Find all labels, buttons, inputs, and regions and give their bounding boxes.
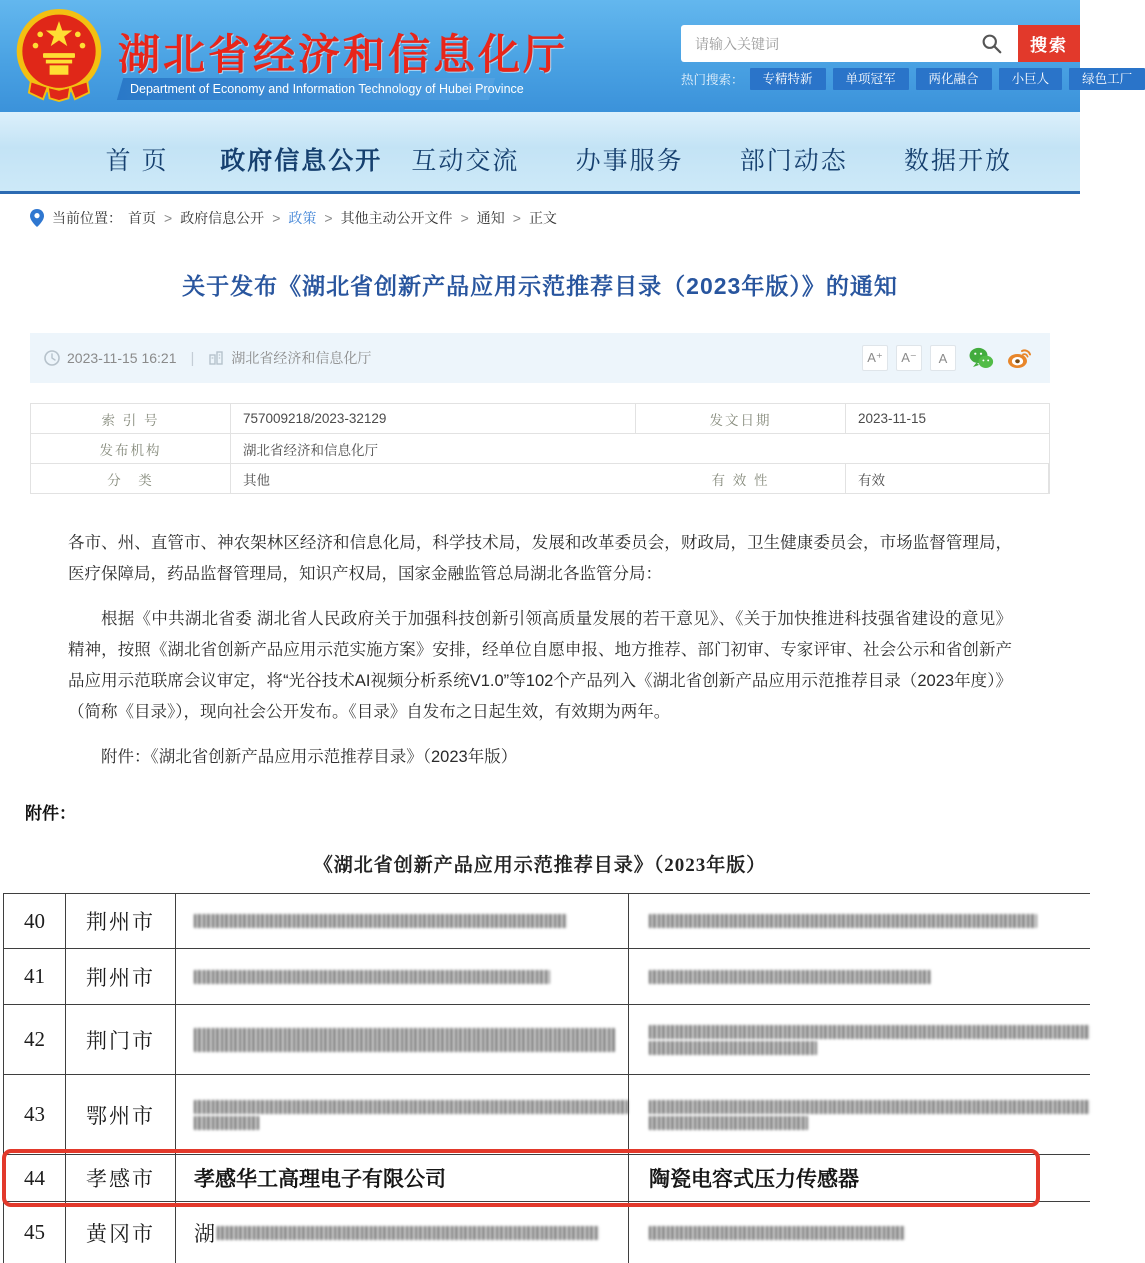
- body-paragraph-3: 附件：《湖北省创新产品应用示范推荐目录》（2023年版）: [101, 748, 518, 766]
- company-cell: [176, 1075, 629, 1154]
- font-size-button-2[interactable]: A⁻: [896, 345, 922, 371]
- city-cell: 荆州市: [66, 894, 176, 948]
- clock-icon: [44, 350, 60, 366]
- attachment-heading: 附件：: [25, 804, 76, 823]
- font-size-button-1[interactable]: A⁺: [862, 345, 888, 371]
- breadcrumb-items: [128, 208, 557, 228]
- breadcrumb-item-1[interactable]: 首页: [128, 210, 156, 226]
- hot-search-tag-4[interactable]: 小巨人: [999, 68, 1063, 90]
- meta-org-label: 发布机构: [31, 434, 231, 464]
- attachment-table-title: 《湖北省创新产品应用示范推荐目录》（2023年版）: [313, 855, 767, 876]
- breadcrumb-separator: >: [460, 210, 469, 226]
- breadcrumb-item-3[interactable]: 政策: [288, 210, 317, 226]
- font-size-buttons: [854, 345, 956, 371]
- hot-search-tag-3[interactable]: 两化融合: [916, 68, 992, 90]
- redacted-blur: [194, 1028, 615, 1052]
- redacted-blur: [194, 914, 567, 928]
- city-cell: 鄂州市: [66, 1075, 176, 1154]
- site-subtitle: Department of Economy and Information Technology of Hubei Province: [130, 82, 524, 96]
- meta-date-value: 2023-11-15: [846, 404, 1049, 434]
- search-button[interactable]: 搜索: [1018, 25, 1080, 62]
- weibo-icon[interactable]: [1006, 345, 1032, 371]
- hot-search-label: 热门搜索：: [681, 73, 744, 87]
- product-cell: 陶瓷电容式压力传感器: [649, 1167, 859, 1191]
- redacted-blur: [649, 1041, 817, 1055]
- product-cell: [629, 1202, 1090, 1263]
- redacted-line: [194, 1218, 628, 1248]
- nav-item-互动交流[interactable]: 互动交流: [411, 147, 520, 175]
- table-row-45: [4, 1201, 1090, 1263]
- meta-category-value: 其他: [231, 464, 636, 494]
- meta-validity-label: 有 效 性: [636, 464, 846, 494]
- breadcrumb-item-5[interactable]: 通知: [476, 210, 505, 226]
- nav-item-数据开放[interactable]: 数据开放: [903, 147, 1012, 175]
- document-meta-table: [30, 403, 1050, 494]
- attachment-table: [3, 893, 1090, 1263]
- redacted-blur: [194, 970, 550, 984]
- article-body: [68, 528, 1012, 773]
- row-number-cell: 41: [4, 949, 66, 1004]
- redacted-blur: [217, 1226, 599, 1240]
- article-title: 关于发布《湖北省创新产品应用示范推荐目录（2023年版）》的通知: [182, 273, 898, 299]
- redacted-blur: [649, 1100, 1090, 1114]
- national-emblem-logo: [12, 8, 106, 102]
- breadcrumb-separator: >: [512, 210, 521, 226]
- city-cell: 黄冈市: [66, 1202, 176, 1263]
- table-row-41: [4, 948, 1090, 1004]
- site-header: [0, 0, 1133, 112]
- breadcrumb-separator: >: [272, 210, 281, 226]
- redacted-blur: [649, 1116, 808, 1130]
- row-number-cell: 43: [4, 1075, 66, 1154]
- row-number-cell: 44: [4, 1155, 66, 1201]
- search-input[interactable]: [681, 25, 1018, 62]
- nav-item-首页[interactable]: 首 页: [105, 147, 169, 175]
- hot-search-tag-1[interactable]: 专精特新: [750, 68, 826, 90]
- wechat-icon[interactable]: [968, 345, 994, 371]
- product-cell: [629, 949, 1090, 1004]
- company-cell: [176, 1202, 629, 1263]
- hot-search-tags: [750, 68, 1145, 90]
- body-paragraph-1: 各市、州、直管市、神农架林区经济和信息化局，科学技术局，发展和改革委员会，财政局，卫生健康委员会，市场监督管理局，医疗保障局，药品监督管理局，知识产权局，国家金融监管总局湖北各监管分局：: [68, 534, 1012, 583]
- breadcrumb-item-4[interactable]: 其他主动公开文件: [340, 210, 453, 226]
- meta-category-label: 分 类: [31, 464, 231, 494]
- redacted-blur: [649, 914, 1037, 928]
- table-row-42: [4, 1004, 1090, 1074]
- city-cell: 孝感市: [66, 1155, 176, 1201]
- company-cell: [176, 949, 629, 1004]
- redacted-blur: [194, 1100, 628, 1114]
- search-bar: [681, 25, 1080, 62]
- table-row-43: [4, 1074, 1090, 1154]
- company-cell: 孝感华工高理电子有限公司: [176, 1155, 629, 1201]
- search-icon[interactable]: [981, 33, 1002, 54]
- row-number-cell: 45: [4, 1202, 66, 1263]
- redacted-blur: [649, 970, 931, 984]
- meta-validity-value: 有效: [846, 464, 1049, 494]
- location-pin-icon: [30, 209, 44, 227]
- redacted-blur: [649, 1025, 1090, 1039]
- nav-item-办事服务[interactable]: 办事服务: [575, 147, 684, 175]
- article-source: 湖北省经济和信息化厅: [231, 350, 372, 366]
- body-paragraph-2: 根据《中共湖北省委 湖北省人民政府关于加强科技创新引领高质量发展的若干意见》、《关于加快推进科技强省建设的意见》精神，按照《湖北省创新产品应用示范实施方案》安排，经单位自愿申报、地方推荐、部门初审、专家评审、社会公示和省创新产品应用示范联席会议审定，将“光谷技术AI视频分析系统V1.0”等102个产品列入《湖北省创新产品应用示范推荐目录（2023年度）》（简称《目录》），现向社会公开发布。《目录》自发布之日起生效，有效期为两年。: [68, 610, 1012, 721]
- company-cell: [176, 894, 629, 948]
- company-cell: [176, 1005, 629, 1074]
- meta-index-label: 索 引 号: [31, 404, 231, 434]
- meta-org-value: 湖北省经济和信息化厅: [231, 434, 1049, 464]
- breadcrumb-separator: >: [164, 210, 173, 226]
- site-title: 湖北省经济和信息化厅: [118, 31, 569, 78]
- redacted-blur: [194, 1116, 259, 1130]
- product-cell: [629, 894, 1090, 948]
- nav-item-部门动态[interactable]: 部门动态: [739, 147, 848, 175]
- main-nav: [0, 112, 1080, 194]
- publish-time: 2023-11-15 16:21: [67, 350, 177, 366]
- redacted-blur: [649, 1226, 905, 1240]
- article-meta-band: [30, 333, 1050, 383]
- product-cell: [629, 1075, 1090, 1154]
- city-cell: 荆州市: [66, 949, 176, 1004]
- redacted-prefix-char: 湖: [194, 1221, 215, 1246]
- product-cell: [629, 1005, 1090, 1074]
- meta-date-label: 发文日期: [636, 404, 846, 434]
- breadcrumb-item-6[interactable]: 正文: [528, 210, 557, 226]
- row-number-cell: 42: [4, 1005, 66, 1074]
- table-row-40: [4, 893, 1090, 948]
- hot-search-tag-5[interactable]: 绿色工厂: [1069, 68, 1145, 90]
- font-size-button-3[interactable]: A: [930, 345, 956, 371]
- article-meta-actions: [854, 345, 1032, 371]
- breadcrumb-separator: >: [324, 210, 333, 226]
- breadcrumb-item-2[interactable]: 政府信息公开: [180, 210, 265, 226]
- city-cell: 荆门市: [66, 1005, 176, 1074]
- meta-divider: |: [190, 349, 195, 367]
- table-row-44: [4, 1154, 1090, 1201]
- hot-search-tag-2[interactable]: 单项冠军: [833, 68, 909, 90]
- nav-item-政府信息公开[interactable]: 政府信息公开: [220, 147, 383, 175]
- article-meta-left: [44, 348, 371, 368]
- row-number-cell: 40: [4, 894, 66, 948]
- breadcrumb: [0, 194, 1080, 238]
- breadcrumb-label: 当前位置：: [52, 210, 122, 226]
- site-subtitle-band: [117, 78, 524, 100]
- hot-search-row: [681, 68, 1133, 90]
- meta-index-value: 757009218/2023-32129: [231, 404, 636, 434]
- building-icon: [208, 350, 224, 366]
